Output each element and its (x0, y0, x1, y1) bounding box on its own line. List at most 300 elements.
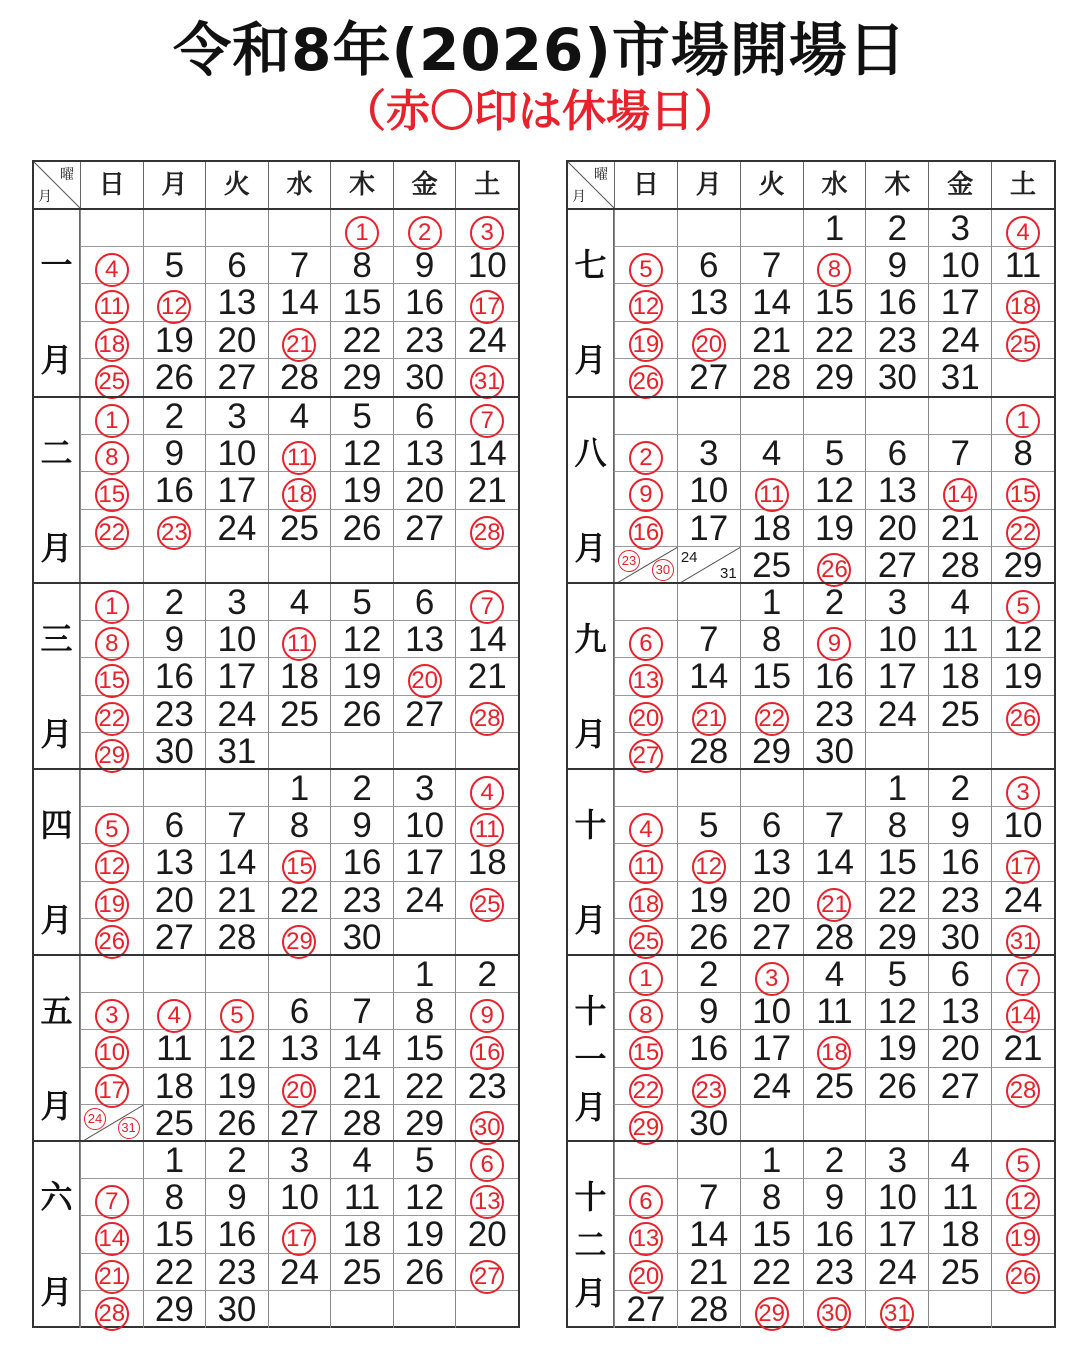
day-cell (803, 435, 866, 472)
day-cell (991, 1216, 1054, 1253)
open-date: 25 (752, 545, 792, 585)
day-cell (205, 435, 268, 472)
day-cell (991, 658, 1054, 695)
day-cell (865, 284, 928, 321)
holiday-date: 8 (95, 441, 129, 475)
day-cell (740, 247, 803, 284)
day-cell (677, 1068, 740, 1105)
day-cell (614, 284, 677, 321)
day-cell (455, 510, 518, 547)
day-cell (393, 1068, 456, 1105)
day-cell (614, 1254, 677, 1291)
weekday-header (34, 162, 518, 210)
holiday-date: 2 (629, 441, 663, 475)
open-date: 23 (877, 320, 917, 360)
open-date: 6 (414, 583, 435, 622)
day-cell (991, 435, 1054, 472)
holiday-date: 26 (629, 365, 663, 399)
day-cell (803, 1254, 866, 1291)
day-cell (455, 733, 518, 770)
open-date: 28 (815, 917, 854, 957)
day-cell (991, 210, 1054, 247)
open-date: 10 (877, 620, 917, 660)
open-date: 4 (950, 583, 970, 622)
day-cell (143, 993, 206, 1030)
holiday-date: 21 (282, 328, 316, 362)
holiday-date: 17 (282, 1222, 316, 1256)
open-date: 24 (752, 1066, 792, 1106)
open-date: 11 (156, 1029, 193, 1069)
open-date: 14 (467, 620, 507, 660)
day-cell (205, 547, 268, 584)
month-block (34, 1140, 518, 1329)
holiday-date: 14 (1006, 999, 1040, 1033)
day-cell (803, 1142, 866, 1179)
open-date: 3 (414, 769, 435, 808)
day-cell (803, 547, 866, 584)
day-cell (614, 1105, 677, 1142)
open-date: 16 (815, 657, 854, 697)
day-cell (740, 919, 803, 956)
day-cell (803, 658, 866, 695)
day-cell (143, 398, 206, 435)
open-date: 22 (280, 880, 319, 920)
day-cell (143, 1030, 206, 1067)
day-cell (991, 510, 1054, 547)
day-cell (803, 696, 866, 733)
open-date: 14 (280, 283, 319, 323)
day-cell (80, 284, 143, 321)
day-cell (928, 359, 991, 396)
day-cell (268, 398, 331, 435)
day-cell (803, 1068, 866, 1105)
open-date: 12 (815, 471, 854, 511)
open-date: 13 (752, 843, 792, 883)
open-date: 22 (815, 320, 854, 360)
day-cell (268, 247, 331, 284)
day-cell (803, 284, 866, 321)
day-cell (803, 770, 866, 807)
corner-month-label: 月 (38, 189, 52, 205)
corner-day-label: 曜 (60, 167, 74, 183)
open-date: 12 (405, 1178, 445, 1218)
holiday-date: 25 (95, 365, 129, 399)
day-cell (330, 621, 393, 658)
open-date: 9 (164, 434, 185, 474)
day-cell (614, 770, 677, 807)
holiday-date: 18 (1006, 290, 1040, 324)
holiday-date: 2 (408, 216, 442, 250)
day-cell (677, 696, 740, 733)
day-cell (393, 435, 456, 472)
day-cell (991, 696, 1054, 733)
open-date: 3 (887, 583, 908, 622)
holiday-date: 12 (157, 290, 191, 324)
day-cell (393, 956, 456, 993)
month-label-char: 四 (40, 806, 73, 844)
open-date: 6 (950, 955, 970, 994)
day-cell (740, 435, 803, 472)
day-cell (614, 844, 677, 881)
day-cell (677, 510, 740, 547)
day-cell (80, 770, 143, 807)
open-date: 24 (467, 320, 507, 360)
day-cell (614, 993, 677, 1030)
open-date: 29 (877, 917, 917, 957)
open-date: 26 (154, 357, 194, 397)
day-cell (80, 210, 143, 247)
holiday-date: 7 (1006, 962, 1040, 996)
day-cell (205, 1254, 268, 1291)
day-cell (80, 435, 143, 472)
holiday-date: 20 (629, 702, 663, 736)
day-cell (80, 398, 143, 435)
month-block (34, 396, 518, 582)
day-cell (80, 547, 143, 584)
holiday-date: 1 (629, 962, 663, 996)
day-cell (143, 322, 206, 359)
open-date: 16 (154, 471, 194, 511)
month-label-char: 七 (574, 246, 607, 284)
open-date: 21 (467, 471, 507, 511)
open-date: 14 (689, 657, 729, 697)
day-cell (740, 1105, 803, 1142)
day-cell (268, 882, 331, 919)
day-cell (928, 547, 991, 584)
open-date: 14 (815, 843, 854, 883)
open-date: 9 (164, 620, 185, 660)
day-cell (143, 284, 206, 321)
day-cell (991, 1142, 1054, 1179)
day-cell (80, 247, 143, 284)
holiday-date: 22 (755, 702, 789, 736)
open-date: 21 (689, 1252, 729, 1292)
weekday-6: 土 (455, 162, 518, 208)
holiday-date: 29 (282, 925, 316, 959)
day-cell (393, 1142, 456, 1179)
holiday-date: 10 (95, 1036, 129, 1070)
day-cell (393, 547, 456, 584)
holiday-date: 5 (1006, 590, 1040, 624)
day-cell (455, 322, 518, 359)
open-date: 20 (405, 471, 445, 511)
open-date: 8 (164, 1178, 185, 1218)
day-cell (143, 807, 206, 844)
open-date: 18 (752, 508, 792, 548)
open-date: 9 (699, 992, 719, 1032)
open-date: 9 (227, 1178, 247, 1218)
month-label (34, 398, 80, 584)
day-cell (928, 919, 991, 956)
holiday-date: 1 (95, 590, 129, 624)
month-block (568, 582, 1054, 771)
day-cell (268, 547, 331, 584)
day-cell (803, 733, 866, 770)
day-cell (205, 1105, 268, 1142)
day-cell (740, 322, 803, 359)
day-cell (991, 1291, 1054, 1328)
holiday-date: 16 (470, 1036, 504, 1070)
open-date: 28 (342, 1103, 382, 1143)
open-date: 13 (217, 283, 257, 323)
day-cell (80, 359, 143, 396)
open-date: 25 (280, 508, 319, 548)
open-date: 1 (164, 1141, 185, 1180)
open-date: 17 (405, 843, 445, 883)
day-cell (803, 993, 866, 1030)
holiday-date: 12 (629, 290, 663, 324)
day-cell (393, 621, 456, 658)
month-label-char: 月 (40, 529, 73, 567)
day-cell (740, 584, 803, 621)
holiday-date: 3 (470, 216, 504, 250)
day-cell (143, 472, 206, 509)
open-date: 25 (815, 1066, 854, 1106)
day-cell (143, 435, 206, 472)
day-cell (143, 359, 206, 396)
open-date: 7 (761, 246, 782, 286)
day-cell (455, 658, 518, 695)
open-date: 15 (154, 1215, 194, 1255)
open-date: 7 (289, 246, 310, 286)
day-cell (740, 284, 803, 321)
month-label (568, 584, 614, 770)
day-cell (614, 322, 677, 359)
day-cell (268, 435, 331, 472)
day-cell (928, 322, 991, 359)
day-cell (143, 210, 206, 247)
day-cell (928, 658, 991, 695)
day-cell (803, 1179, 866, 1216)
open-date: 24 (405, 880, 445, 920)
day-cell (803, 1105, 866, 1142)
month-label (34, 584, 80, 770)
holiday-date: 1 (345, 216, 379, 250)
open-date: 14 (752, 283, 792, 323)
day-cell (393, 1105, 456, 1142)
day-cell (677, 733, 740, 770)
open-date: 5 (824, 434, 845, 474)
day-cell (393, 733, 456, 770)
holiday-date: 8 (95, 627, 129, 661)
weekday-4: 木 (330, 162, 393, 208)
open-date: 30 (217, 1289, 257, 1329)
open-date: 19 (1003, 657, 1043, 697)
day-cell (865, 956, 928, 993)
day-cell (205, 398, 268, 435)
day-cell (614, 547, 677, 584)
day-cell (268, 1254, 331, 1291)
open-date: 17 (940, 283, 980, 323)
open-date: 29 (752, 731, 792, 771)
open-date: 12 (342, 620, 382, 660)
day-cell (143, 733, 206, 770)
open-date: 31 (217, 731, 257, 771)
day-cell (268, 322, 331, 359)
open-date: 8 (761, 1178, 782, 1218)
day-cell (614, 733, 677, 770)
open-date: 20 (752, 880, 792, 920)
holiday-date: 5 (220, 999, 254, 1033)
day-cell (991, 1030, 1054, 1067)
day-cell (268, 1179, 331, 1216)
day-cell (677, 1179, 740, 1216)
open-date: 3 (887, 1141, 908, 1180)
open-date: 16 (154, 657, 194, 697)
open-date: 10 (217, 434, 257, 474)
holiday-date: 3 (1006, 776, 1040, 810)
open-date: 1 (289, 769, 310, 808)
day-cell (614, 1291, 677, 1328)
day-cell (455, 882, 518, 919)
open-date: 26 (217, 1103, 257, 1143)
day-cell (393, 359, 456, 396)
split-date-second: 31 (118, 1117, 140, 1139)
day-cell (205, 1216, 268, 1253)
day-cell (803, 1030, 866, 1067)
holiday-date: 11 (282, 441, 316, 475)
day-cell (740, 807, 803, 844)
day-cell (330, 1142, 393, 1179)
day-cell (330, 807, 393, 844)
day-cell (928, 1105, 991, 1142)
day-cell (268, 993, 331, 1030)
day-cell (455, 1142, 518, 1179)
holiday-date: 15 (95, 664, 129, 698)
day-cell (455, 247, 518, 284)
holiday-date: 11 (755, 478, 789, 512)
open-date: 18 (280, 657, 319, 697)
holiday-date: 18 (95, 328, 129, 362)
day-cell (677, 1254, 740, 1291)
open-date: 30 (877, 357, 917, 397)
day-cell (455, 359, 518, 396)
day-cell (928, 1291, 991, 1328)
day-cell (330, 919, 393, 956)
day-cell (205, 322, 268, 359)
open-date: 17 (877, 657, 917, 697)
open-date: 16 (815, 1215, 854, 1255)
day-cell (740, 1179, 803, 1216)
month-label (34, 1142, 80, 1328)
day-cell (928, 621, 991, 658)
day-cell (393, 807, 456, 844)
month-label-char: 八 (574, 434, 607, 472)
holiday-date: 26 (817, 553, 851, 587)
day-cell (205, 993, 268, 1030)
weekday-1: 月 (677, 162, 740, 208)
open-date: 3 (699, 434, 719, 474)
open-date: 1 (414, 955, 435, 994)
open-date: 7 (352, 992, 372, 1032)
open-date: 1 (761, 583, 782, 622)
month-label-char: 月 (574, 715, 607, 753)
day-cell (928, 956, 991, 993)
month-block (34, 768, 518, 957)
holiday-date: 11 (282, 627, 316, 661)
open-date: 22 (405, 1066, 445, 1106)
day-cell (455, 1291, 518, 1328)
open-date: 24 (877, 1252, 917, 1292)
day-cell (740, 658, 803, 695)
day-cell (991, 919, 1054, 956)
open-date: 26 (342, 508, 382, 548)
day-cell (455, 284, 518, 321)
open-date: 13 (280, 1029, 319, 1069)
day-cell (143, 1216, 206, 1253)
weekday-0: 日 (614, 162, 677, 208)
holiday-date: 7 (95, 1185, 129, 1219)
day-cell (455, 770, 518, 807)
day-cell (677, 547, 740, 584)
day-cell (991, 844, 1054, 881)
day-cell (803, 956, 866, 993)
month-block (568, 768, 1054, 957)
holiday-date: 3 (95, 999, 129, 1033)
day-cell (205, 807, 268, 844)
day-cell (865, 510, 928, 547)
day-cell (740, 1291, 803, 1328)
day-cell (268, 1030, 331, 1067)
day-cell (677, 1216, 740, 1253)
open-date: 18 (940, 657, 980, 697)
corner-cell (34, 162, 80, 208)
open-date: 16 (405, 283, 445, 323)
month-label (568, 770, 614, 956)
holiday-date: 25 (1006, 328, 1040, 362)
open-date: 27 (752, 917, 792, 957)
day-cell (268, 1068, 331, 1105)
day-cell (393, 658, 456, 695)
open-date: 2 (887, 209, 908, 248)
day-cell (143, 1291, 206, 1328)
month-label-char: 月 (574, 1088, 607, 1126)
day-cell (330, 1216, 393, 1253)
holiday-date: 29 (95, 739, 129, 773)
day-cell (677, 1105, 740, 1142)
day-cell (330, 658, 393, 695)
holiday-date: 22 (1006, 516, 1040, 550)
month-block (34, 582, 518, 771)
day-cell (740, 1142, 803, 1179)
open-date: 13 (689, 283, 729, 323)
day-cell (991, 733, 1054, 770)
day-cell (928, 247, 991, 284)
day-cell (268, 844, 331, 881)
open-date: 6 (227, 246, 247, 286)
split-date-second: 30 (652, 559, 674, 581)
day-cell (928, 733, 991, 770)
day-cell (330, 844, 393, 881)
holiday-date: 20 (282, 1074, 316, 1108)
day-cell (677, 359, 740, 396)
open-date: 9 (950, 806, 970, 846)
open-date: 24 (217, 508, 257, 548)
month-label-char: 三 (40, 620, 73, 658)
day-cell (455, 993, 518, 1030)
open-date: 16 (342, 843, 382, 883)
day-cell (865, 993, 928, 1030)
day-cell (268, 733, 331, 770)
holiday-date: 7 (470, 404, 504, 438)
day-cell (803, 398, 866, 435)
open-date: 25 (342, 1252, 382, 1292)
day-cell (803, 882, 866, 919)
holiday-date: 9 (817, 627, 851, 661)
open-date: 27 (940, 1066, 980, 1106)
day-cell (268, 284, 331, 321)
open-date: 23 (815, 1252, 854, 1292)
